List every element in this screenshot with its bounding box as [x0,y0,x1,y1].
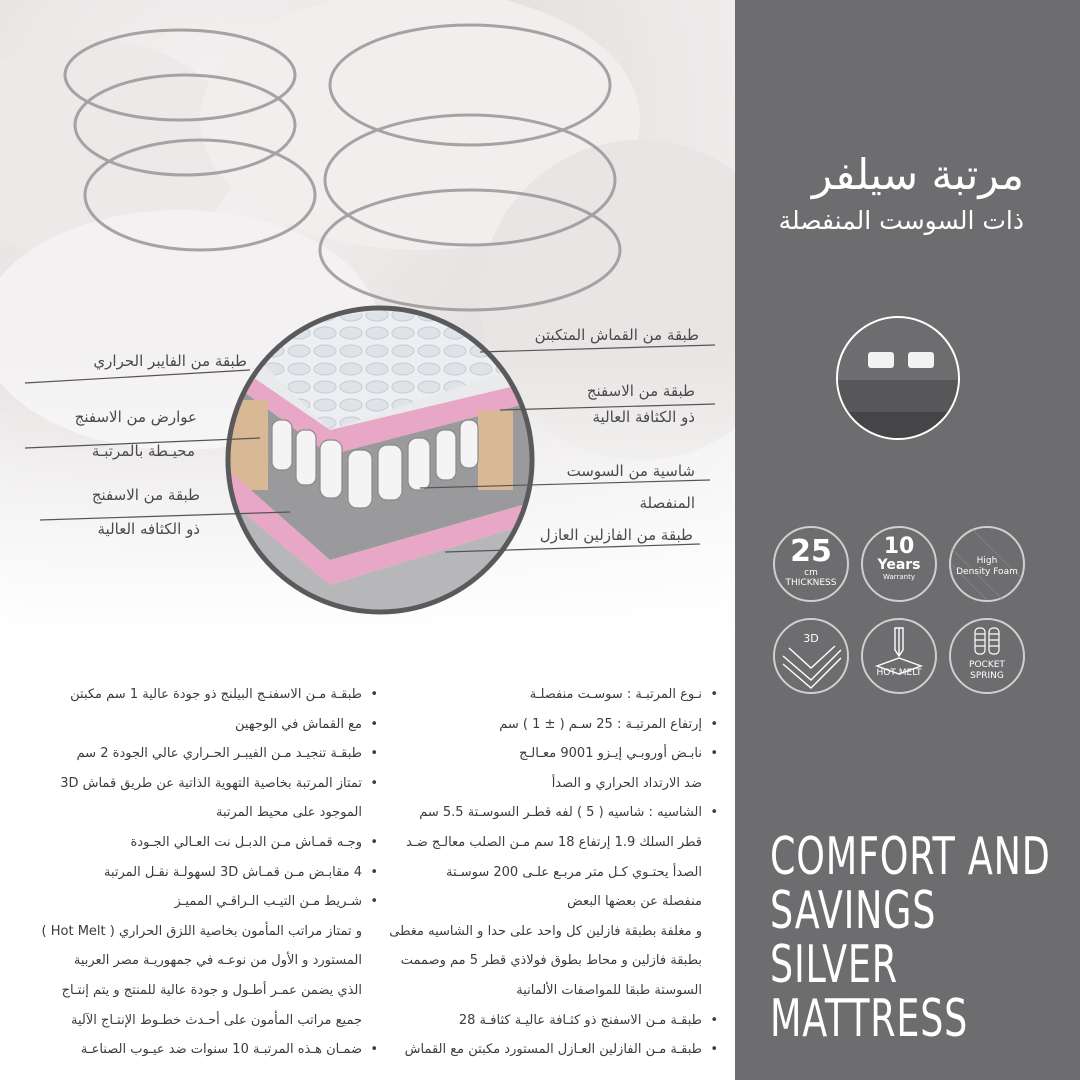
warranty-label: Warranty [882,573,915,581]
spec-item [18,710,378,740]
thickness-badge [773,526,849,602]
spec-item [18,887,378,917]
density-foam-badge [949,526,1025,602]
spec-item-text: ضد الارتداد الحراري و الصدأ [551,775,702,791]
spec-item-text: الشاسيه : شاسيه ( 5 ) لفه قطـر السوسـتة 5.5 سم [419,805,702,821]
hero-image [0,0,735,640]
thickness-label: THICKNESS [785,578,837,588]
spec-item [378,710,718,740]
thickness-value: 25 [790,534,832,569]
spec-item [18,858,378,888]
fabric-3d-label: 3D [803,632,819,645]
hot-melt-badge [861,618,937,694]
spec-item [18,798,378,828]
spec-item [378,1006,718,1036]
mattress-profile-icon [836,316,960,440]
spec-item-text: قطر السلك 1.9 إرتفاع 18 سم مـن الصلب معالـج ضـد [406,834,702,850]
warranty-badge [861,526,937,602]
spec-item [378,946,718,976]
foam-line2: Density Foam [956,567,1018,577]
specs-right-column [378,680,718,1065]
spec-item [18,1006,378,1036]
spec-item [18,739,378,769]
spec-item [18,680,378,710]
spec-item [378,887,718,917]
pocket-label-2: SPRING [970,671,1004,681]
product-name-line-4: MATTRESS [770,989,969,1049]
spec-item-text: السوستة طبقا للمواصفات الألمانية [516,982,702,998]
spec-item-text: طبقـة مـن الاسفنـج البيلنج ذو جودة عالية 1 سم مكبتن [70,687,362,702]
product-name-line-2: SAVINGS [770,881,937,941]
spec-item [18,917,378,947]
product-name-line-3: SILVER [770,935,898,995]
spec-item-text: طبقـة مـن الاسفنج ذو كثـافة عاليـة كثافـة 28 [458,1012,702,1028]
label-hd-foam-left-1: طبقة من الاسفنج [91,486,200,504]
specs-left-column [18,680,378,1065]
spec-item-text: و مغلفة بطبقة فازلين كل واحد على حدا و الشاسيه مغطى [389,923,702,939]
spec-item [18,769,378,799]
label-pocket-chassis-2: المنفصلة [639,494,695,512]
spec-item [378,739,718,769]
spec-item-text: تمتاز المرتبة بخاصية التهوية الذاتية عن طريق قماش 3D [60,775,362,791]
spec-item [378,828,718,858]
warranty-number: 10 [883,534,915,559]
spec-item-text: نـوع المرتبـة : سوسـت منفصلـة [529,687,702,702]
spec-item-text: نابـض أوروبـي إيـزو 9001 معـالـج [519,746,702,762]
pocket-label-1: POCKET [969,660,1005,670]
product-name-line-1: COMFORT AND [770,827,1051,887]
label-hd-foam-left-2: ذو الكثافه العالية [97,520,200,538]
label-fiber-layer: طبقة من الفايبر الحراري [93,352,247,370]
spec-item [378,680,718,710]
spec-item [18,946,378,976]
fabric-3d-badge [773,618,849,694]
spec-item-text: وجـه قمـاش مـن الدبـل نت العـالي الجـودة [130,834,362,850]
label-hd-foam-right-1: طبقة من الاسفنج [586,382,695,400]
warranty-years: Years [877,557,921,573]
spec-item-text: ضمـان هـذه المرتبـة 10 سنوات ضد عيـوب الصناعـة [80,1042,362,1058]
label-felt-layer: طبقة من الفازلين العازل [539,526,693,544]
spec-item-text: شـريط مـن التيـب الـراقـي المميـز [174,894,362,910]
label-pocket-chassis-1: شاسية من السوست [566,462,695,480]
spec-item-text: الذي يضمن عمـر أطـول و جودة عالية للمنتج و يتم إنتـاج [61,982,362,998]
spec-item-text: مع القماش في الوجهين [235,716,362,732]
spec-item [378,798,718,828]
spec-item [378,858,718,888]
spec-item [18,828,378,858]
spec-item-text: منفصلة عن بعضها البعض [567,894,702,910]
spec-item-text: الصدأ يحتـوي كـل متر مربـع علـى 200 سوسـتة [446,864,702,880]
product-title-ar: مرتبة سيلفر [811,150,1024,199]
spec-item-text: المستورد و الأول من نوعـه في جمهوريـة مصر العربية [73,953,362,969]
hot-melt-label: HOT MELT [876,668,922,678]
label-side-foam-2: محيـطة بالمرتبـة [91,442,195,460]
pocket-spring-badge [949,618,1025,694]
spec-item [18,1035,378,1065]
spec-item [378,1035,718,1065]
mattress-cross-section [0,0,735,640]
spec-item-text: طبقـة تنجيـد مـن الفيبـر الحـراري عالي الجودة 2 سم [76,746,362,762]
spec-item-text: إرتفاع المرتبـة : 25 سـم ( ± 1 ) سم [499,716,702,732]
foam-line1: High [976,556,998,566]
spec-item-text: بطبقة فازلين و محاط بطوق فولاذي قطر 5 مم وصممت [400,953,702,969]
fabric-3d-icon [775,620,847,692]
spec-item-text: جميع مراتب المأمون على أحـدث خطـوط الإنتـاج الآلية [71,1012,362,1028]
spec-item-text: 4 مقابـض مـن قمـاش 3D لسهولـة نقـل المرتبة [103,864,362,880]
label-quilted-fabric: طبقة من القماش المتكبتن [534,326,699,344]
hot-melt-icon [863,620,935,692]
spec-item [378,769,718,799]
thickness-unit: cm [804,568,818,578]
product-subtitle-ar: ذات السوست المنفصلة [778,206,1024,235]
spec-item-text: الموجود على محيط المرتبة [215,805,362,821]
spec-item [378,917,718,947]
label-side-foam-1: عوارض من الاسفنج [74,408,197,426]
label-hd-foam-right-2: ذو الكثافة العالية [592,408,695,426]
spec-item-text: و تمتاز مراتب المأمون بخاصية اللزق الحراري ( Hot Melt ) [41,923,362,939]
spec-item-text: طبقـة مـن الفازلين العـازل المستورد مكبتن مع القماش [404,1042,702,1058]
spec-item [378,976,718,1006]
product-name-en [770,827,1060,1049]
spec-item [18,976,378,1006]
